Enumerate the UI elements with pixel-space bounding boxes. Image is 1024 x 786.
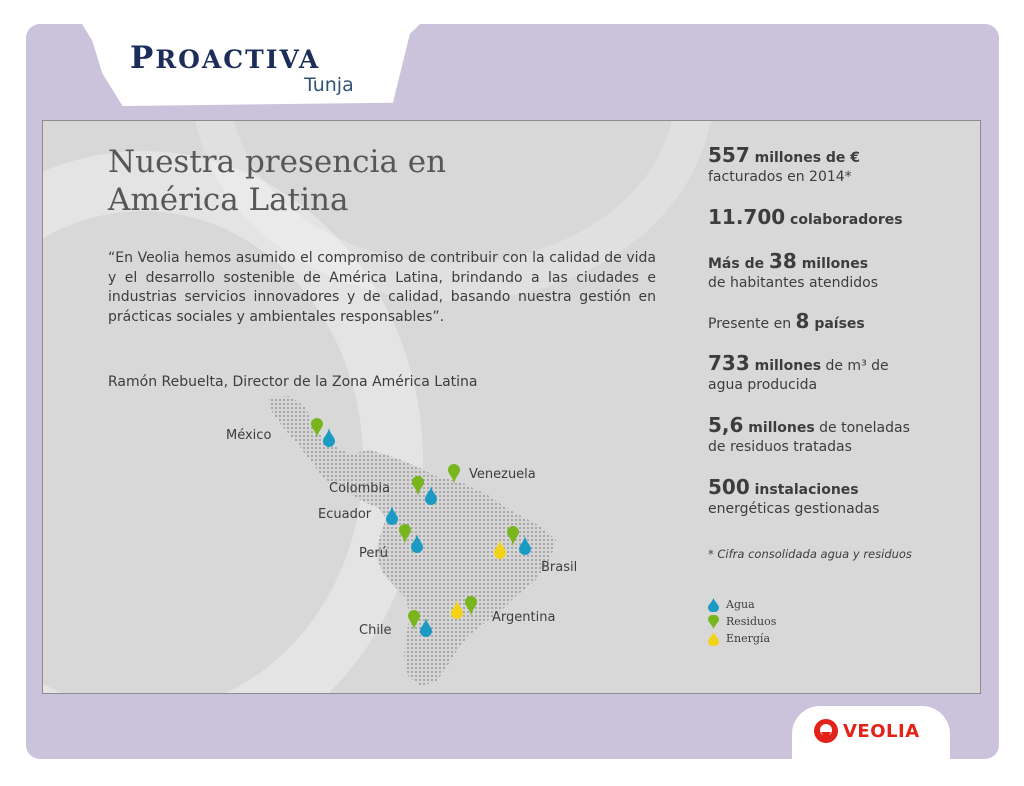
legend-energy: Energía — [708, 630, 776, 647]
veolia-wordmark: VEOLIA — [843, 720, 920, 742]
country-chile: Chile — [359, 623, 392, 638]
water-marker-mexico — [323, 428, 335, 447]
legend-waste: Residuos — [708, 613, 776, 630]
country-argentina: Argentina — [492, 610, 556, 625]
stat-energy: 500 instalaciones energéticas gestionadas — [708, 475, 880, 517]
title-line-2: América Latina — [108, 182, 349, 218]
water-drop-icon — [708, 598, 719, 612]
veolia-emblem-icon — [813, 718, 839, 744]
stat-countries: Presente en 8 países — [708, 309, 865, 333]
quote-author: Ramón Rebuelta, Director de la Zona América Latina — [108, 374, 478, 390]
waste-drop-icon — [708, 615, 719, 629]
veolia-logo — [813, 718, 920, 744]
latin-america-map — [210, 390, 610, 686]
country-venezuela: Venezuela — [469, 467, 536, 482]
country-brasil: Brasil — [541, 560, 578, 575]
stat-inhabitants: Más de 38 millones de habitantes atendidos — [708, 249, 879, 291]
map-legend — [708, 596, 776, 647]
energy-drop-icon — [708, 632, 719, 646]
country-ecuador: Ecuador — [318, 507, 372, 522]
title-line-1: Nuestra presencia en — [108, 144, 447, 180]
country-peru: Perú — [359, 546, 388, 561]
country-colombia: Colombia — [329, 481, 391, 496]
stat-water: 733 millones de m³ de agua producida — [708, 351, 889, 393]
country-mexico: México — [226, 428, 272, 443]
stat-employees: 11.700 colaboradores — [708, 205, 903, 229]
proactiva-logo: PROACTIVA — [130, 40, 321, 76]
proactiva-city: Tunja — [304, 74, 354, 96]
stat-revenue: 557 millones de € facturados en 2014* — [708, 143, 861, 185]
quote-text: “En Veolia hemos asumido el compromiso de contribuir con la calidad de vida y el desarrollo sostenible de América Latina, brindando a las ciudades e industrias servicios innovadores y de calidad, basando nuestra gestión en prácticas sociales y ambientales responsables”. — [108, 250, 656, 325]
page-title — [108, 143, 628, 219]
footnote: * Cifra consolidada agua y residuos — [708, 547, 912, 561]
legend-water: Agua — [708, 596, 776, 613]
stat-waste: 5,6 millones de toneladas de residuos tratadas — [708, 413, 910, 455]
